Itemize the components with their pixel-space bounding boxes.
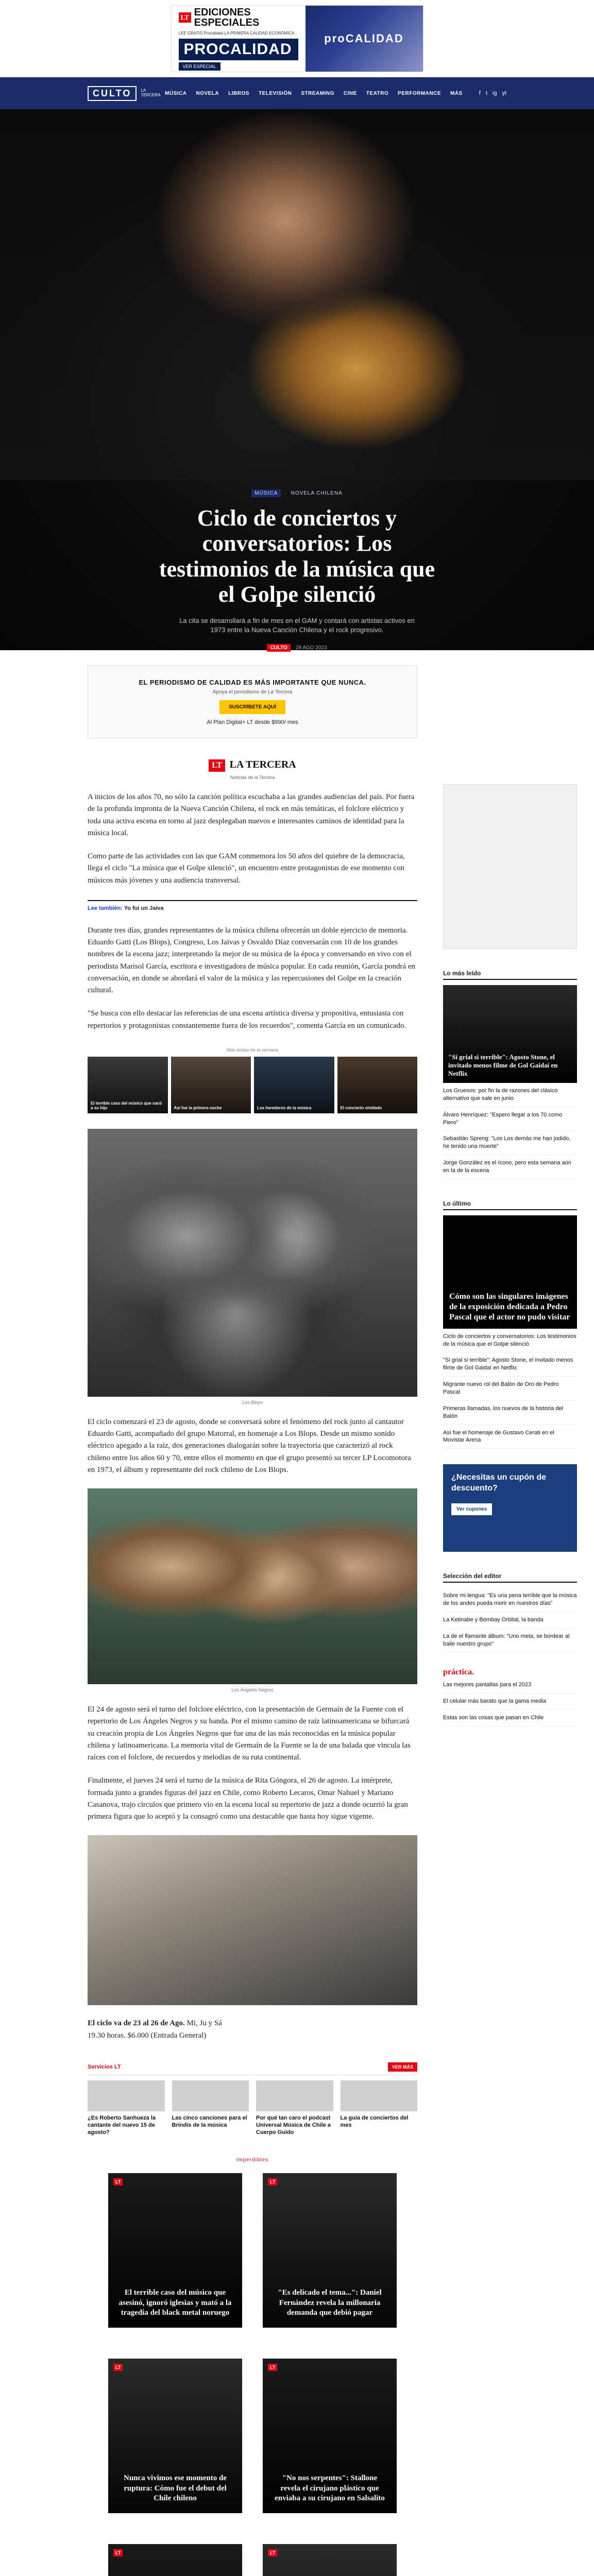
most-read-section	[443, 970, 577, 1179]
most-read-item[interactable]: Jorge González es el ícono, pero esta semana aún en la de la escena	[443, 1155, 577, 1179]
related-item[interactable]	[341, 2080, 418, 2137]
coupon-promo-title: ¿Necesitas un cupón de descuento?	[451, 1473, 547, 1493]
article-meta	[0, 644, 594, 652]
related-more-button[interactable]: VER MÁS	[388, 2062, 417, 2072]
social-icons	[479, 90, 506, 96]
subscription-title: EL PERIODISMO DE CALIDAD ES MÁS IMPORTANTE QUE NUNCA.	[139, 679, 366, 686]
instagram-icon[interactable]: ig	[492, 90, 497, 96]
nav-item-streaming[interactable]: STREAMING	[301, 90, 334, 96]
related-thumb	[256, 2080, 333, 2111]
lt-logo: LT	[113, 2178, 123, 2185]
story-card[interactable]	[263, 2359, 397, 2513]
article-paragraph: El 24 de agosto será el turno del folclore eléctrico, con la presentación de Germaín de la Fuente con el repertorio de Los Ángeles Negros y su banda. Por el mismo camino de raíz latinoamericana se bifurcará su creación propia de Los Ángeles Negros que fue una de las más reconocidas en la música popular chilena y latinoamericana. La memoria vital de Germaín de la Fuente se la de una balada que vincula las raíces con el folclore, de recuerdos y melodías de su ruta continental.	[88, 1705, 411, 1761]
top-ad-image: proCALIDAD	[306, 6, 423, 72]
sidebar-ad[interactable]	[443, 784, 577, 949]
most-read-card-title: El concierto olvidado	[340, 1105, 382, 1110]
culto-logo[interactable]	[88, 86, 165, 101]
hero-photo	[0, 109, 594, 480]
event-dates: El ciclo va de 23 al 26 de Ago.	[88, 2019, 185, 2028]
related-item[interactable]	[172, 2080, 249, 2137]
most-read-card[interactable]	[171, 1057, 251, 1113]
article-paragraph: Finalmente, el jueves 24 será el turno de la música de Rita Góngora, el 26 de agosto. La intérprete, formada junto a grandes figuras del jazz en Chile, como Roberto Lecaros, Omar Nahuel y Mariano Casanova, trajo círculos que primero vio en la escena local su repertorio de jazz a donde ocurrió la gran primera figura que lo aceptó y la consagró como una destacable que hasta hoy sigue vigente.	[88, 1776, 408, 1821]
editor-item[interactable]: La de el flamante álbum: "Uno meta, se bordear al baile nuestro grupo"	[443, 1629, 577, 1653]
nav-item-teatro[interactable]: TEATRO	[366, 90, 389, 96]
article-lead: La cita se desarrollará a fin de mes en el GAM y contará con artistas activos en 1973 entre la Nueva Canción Chilena y el rock progresivo.	[179, 617, 415, 634]
latest-item[interactable]: Primeras llamadas, los nuevos de la historia del Balón	[443, 1401, 577, 1425]
most-read-item[interactable]: Álvaro Henríquez: "Espero llegar a los 70 como Piero"	[443, 1107, 577, 1131]
article-photo-bw	[88, 1129, 417, 1397]
lt-badge	[88, 759, 417, 772]
practica-item[interactable]: Las mejores pantallas para el 2023	[443, 1677, 577, 1693]
latest-item[interactable]: "Si grial si terrible": Agosto Stone, el invitado menos filme de Gol Gaidaí en Netflix	[443, 1352, 577, 1377]
grid-section-label	[88, 2157, 417, 2163]
top-ad-sub: LEE GRATIS Procalidad LA PRIMERA CALIDAD ECONÓMICA	[178, 30, 295, 36]
photo-caption: Los Ángeles Negros	[231, 1687, 274, 1692]
related-title: ¿Es Roberto Sanhueza la cantante del nuevo 15 de agosto?	[88, 2114, 156, 2136]
top-ad-left	[172, 6, 306, 72]
most-read-card[interactable]	[88, 1057, 168, 1113]
main-nav	[165, 90, 506, 96]
editor-selection	[443, 1572, 577, 1652]
event-info	[88, 2018, 417, 2042]
most-read-card-title: Los herederos de la música	[257, 1105, 312, 1110]
lt-logo: LT	[179, 12, 191, 23]
latest-hero[interactable]: Cómo son las singulares imágenes de la exposición dedicada a Pedro Pascal que el actor no pudo visitar	[443, 1215, 577, 1329]
article-hero	[0, 109, 594, 650]
lt-logo: LT	[268, 2364, 277, 2371]
top-ad-brand	[179, 7, 298, 28]
nav-item-cine[interactable]: CINE	[343, 90, 357, 96]
related-title: Por qué tan caro el podcast Universal Música de Chile a Cuerpo Guido	[256, 2114, 331, 2136]
event-days: Mi, Ju y Sá	[186, 2019, 222, 2028]
latest-item[interactable]: Migrante nuevo rol del Balón de Oro de Pedro Pascal	[443, 1377, 577, 1401]
sidebar	[443, 666, 577, 2576]
most-read-hero[interactable]: "Si grial si terrible": Agosto Stone, el invitado menos filme de Gol Gaidaí en Netflix	[443, 985, 577, 1083]
top-ad-cta-button[interactable]: VER ESPECIAL	[179, 62, 220, 71]
article-paragraph: Durante tres días, grandes representantes de la música chilena ofrecerán un doble ejercicio de memoria. Eduardo Gatti (Los Blops), Congreso, Los Jaivas y Osvaldo Díaz conversarán con 10 de los grandes nombres de la escena jazz; interpretando la mejor de su música de la época y conversando en vivo con el periodista Marisol García, escritora e investigadora de música popular. En cada reunión, García pondrá en conversación, en donde se abordará el valor de la música y las repercusiones del Golpe en la creación cultural.	[88, 926, 416, 994]
article-main	[88, 666, 417, 2576]
article-photo-color	[88, 1488, 417, 1684]
lt-badge-caption: Noticias de la Tercera	[230, 775, 275, 780]
related-title: Las cinco canciones para el Brindis de la música	[172, 2114, 247, 2129]
related-thumb	[172, 2080, 249, 2111]
most-read-card[interactable]	[337, 1057, 418, 1113]
latest-item[interactable]: Así fue el homenaje de Gustavo Cerati en el Movistar Arena	[443, 1425, 577, 1449]
story-card-title: "Es delicado el tema...": Daniel Fernández revela la millonaria demanda que debió pagar	[278, 2289, 382, 2317]
youtube-icon[interactable]: yt	[502, 90, 506, 96]
related-brand: Servicios LT	[88, 2063, 121, 2070]
subscription-box	[88, 666, 417, 738]
read-also-link[interactable]: Yo fui un Jaiva	[124, 905, 164, 911]
related-item[interactable]	[256, 2080, 333, 2137]
nav-item-musica[interactable]: MÚSICA	[165, 90, 187, 96]
most-read-card-title: El terrible caso del músico que sacó a su hijo	[91, 1100, 162, 1110]
coupon-promo-button[interactable]: Ver cupones	[451, 1503, 492, 1515]
event-poster	[88, 1835, 417, 2005]
most-read-item[interactable]: Sebastián Spreng: "Los Los demás me han jodido, he tenido una muerte"	[443, 1131, 577, 1155]
story-card-title: El terrible caso del músico que asesinó, ignoró iglesias y mató a la tragedia del black metal noruego	[118, 2289, 232, 2317]
read-also[interactable]	[88, 900, 417, 911]
photo-caption: Los Blops	[242, 1399, 263, 1405]
subscription-price: Al Plan Digital+ LT desde $990/ mes	[207, 719, 298, 725]
culto-logo-text: CULTO	[88, 86, 137, 101]
most-read-item[interactable]: Los Gruesos: por fin la de razones del clásico alternativo que sale en junio	[443, 1083, 577, 1107]
related-list	[88, 2080, 417, 2137]
story-card-title: Nunca vivimos ese momento de ruptura: Cómo fue el debut del Chile chileno	[124, 2474, 227, 2503]
related-thumb	[341, 2080, 418, 2111]
card-grid	[88, 2168, 417, 2576]
event-hours: 19.30 horas.	[88, 2031, 126, 2040]
top-ad-procalidad: PROCALIDAD	[179, 39, 298, 60]
coupon-promo	[443, 1464, 577, 1552]
story-card[interactable]	[108, 2359, 242, 2513]
most-read-cards	[88, 1057, 417, 1113]
article-paragraph: "Se busca con ello destacar las referencias de una escena artística diversa y propositiva, entusiasta con repertorios y protagonistas constantemente fuera de los recuerdos", comenta García en un comunicado.	[88, 1009, 406, 1030]
related-thumb	[88, 2080, 165, 2111]
related-section	[88, 2062, 417, 2137]
nav-item-performance[interactable]: PERFORMANCE	[398, 90, 442, 96]
facebook-icon[interactable]: f	[479, 90, 481, 96]
nav-item-mas[interactable]: MÁS	[450, 90, 463, 96]
story-card[interactable]	[263, 2173, 397, 2328]
grid-section-label-text: Imperdibles	[236, 2157, 269, 2163]
story-card[interactable]	[108, 2544, 242, 2576]
most-read-card-title: Así fue la primera noche	[174, 1105, 222, 1110]
article-layout	[0, 666, 594, 2576]
lt-logo: LT	[268, 2549, 277, 2556]
culto-logo-sub: LA TERCERA	[141, 88, 161, 97]
nav-item-television[interactable]: TELEVISIÓN	[258, 90, 292, 96]
practica-item[interactable]: Estas son las cosas que pasan en Chile	[443, 1710, 577, 1726]
editor-selection-title: Selección del editor	[443, 1572, 577, 1583]
hero-text	[0, 490, 594, 652]
article-paragraph: A inicios de los años 70, no sólo la canción política escuchaba a las grandes audiencias del país. Por fuera de la profunda impronta de la Nueva Canción Chilena, el rock en más temáticas, el folclore eléctrico y toda una activa escena en torno al jazz desplegaban nuevos e interesantes caminos de identidad para la música local.	[88, 793, 415, 837]
most-read-card[interactable]	[254, 1057, 334, 1113]
site-header	[0, 77, 594, 109]
lt-logo: LT	[113, 2364, 123, 2371]
article-paragraph: Como parte de las actividades con las que GAM conmemora los 50 años del quiebre de la democracia, llega el ciclo "La música que el Golpe silenció", un encuentro entre protagonistas de ese momento con músicos más jóvenes y una audiencia transversal.	[88, 852, 405, 885]
latest-title: Lo último	[443, 1200, 577, 1210]
most-read-label: Más leídas de la semana	[226, 1047, 279, 1053]
latest-item[interactable]: Ciclo de conciertos y conversatorios: Los testimonios de la música que el Golpe silenció	[443, 1329, 577, 1353]
editor-item[interactable]: Sobre mi lengua: "Es una pena terrible que la música de los andes pueda morir en nuestros días"	[443, 1588, 577, 1612]
subscribe-button[interactable]: SUSCRÍBETE AQUÍ	[219, 700, 285, 714]
top-ad[interactable]	[171, 5, 423, 72]
article-paragraph: El ciclo comenzará el 23 de agosto, donde se conversará sobre el fenómeno del rock junto al cantautor Eduardo Gatti, acompañado del grupo Matorral, en homenaje a Los Blops. Desde un mismo sonido eléctrico apegado a la raíz, dos generaciones dialogarán sobre la trayectoria que caracterizó al rock chileno entre los años 60 y 70, entre ellos el momento en que el grupo presentó su tercer LP Locomotora en 1973, el álbum y representante del rock chileno de Los Blops.	[88, 1417, 411, 1474]
article-title: Ciclo de conciertos y conversatorios: Los testimonios de la música que el Golpe silenció	[159, 505, 435, 607]
story-card[interactable]	[263, 2544, 397, 2576]
related-title: La guía de conciertos del mes	[340, 2114, 409, 2129]
story-card-title: "No nos serpentes": Stallone revela el cirujano plástico que enviaba a su cirujano en Salsalito	[275, 2474, 385, 2503]
subscription-text: Apoya el periodismo de La Tercera	[212, 689, 293, 695]
nav-item-libros[interactable]: LIBROS	[228, 90, 249, 96]
top-ad-banner[interactable]	[0, 0, 594, 77]
lt-logo: LT	[113, 2549, 123, 2556]
hero-kicker: MÚSICA · NOVELA CHILENA	[0, 490, 594, 496]
lt-logo: LT	[268, 2178, 277, 2185]
event-price: $6.000 (Entrada General)	[127, 2031, 207, 2040]
most-read-strip	[88, 1047, 417, 1113]
related-header	[88, 2062, 417, 2075]
lt-badge-text: LA TERCERA	[229, 759, 296, 770]
hero-subsection[interactable]: NOVELA CHILENA	[291, 490, 343, 496]
top-ad-title: EDICIONES ESPECIALES	[194, 6, 260, 28]
related-item[interactable]	[88, 2080, 165, 2137]
read-also-label: Lee también:	[88, 905, 123, 911]
practica-item[interactable]: El celular más barato que la gama media	[443, 1693, 577, 1710]
practica-logo[interactable]: práctica.	[443, 1668, 474, 1677]
twitter-icon[interactable]: t	[485, 90, 487, 96]
lt-badge-logo: LT	[209, 759, 225, 772]
latest-section	[443, 1200, 577, 1449]
author-tag[interactable]: CULTO	[267, 644, 291, 652]
most-read-title: Lo más leído	[443, 970, 577, 980]
story-card[interactable]	[108, 2173, 242, 2328]
article-date: 28 AGO 2023	[295, 645, 327, 651]
editor-item[interactable]: La Ketinabe y Bombay Orbital, la banda	[443, 1612, 577, 1629]
nav-item-novela[interactable]: NOVELA	[196, 90, 219, 96]
hero-section[interactable]: MÚSICA	[251, 489, 281, 497]
